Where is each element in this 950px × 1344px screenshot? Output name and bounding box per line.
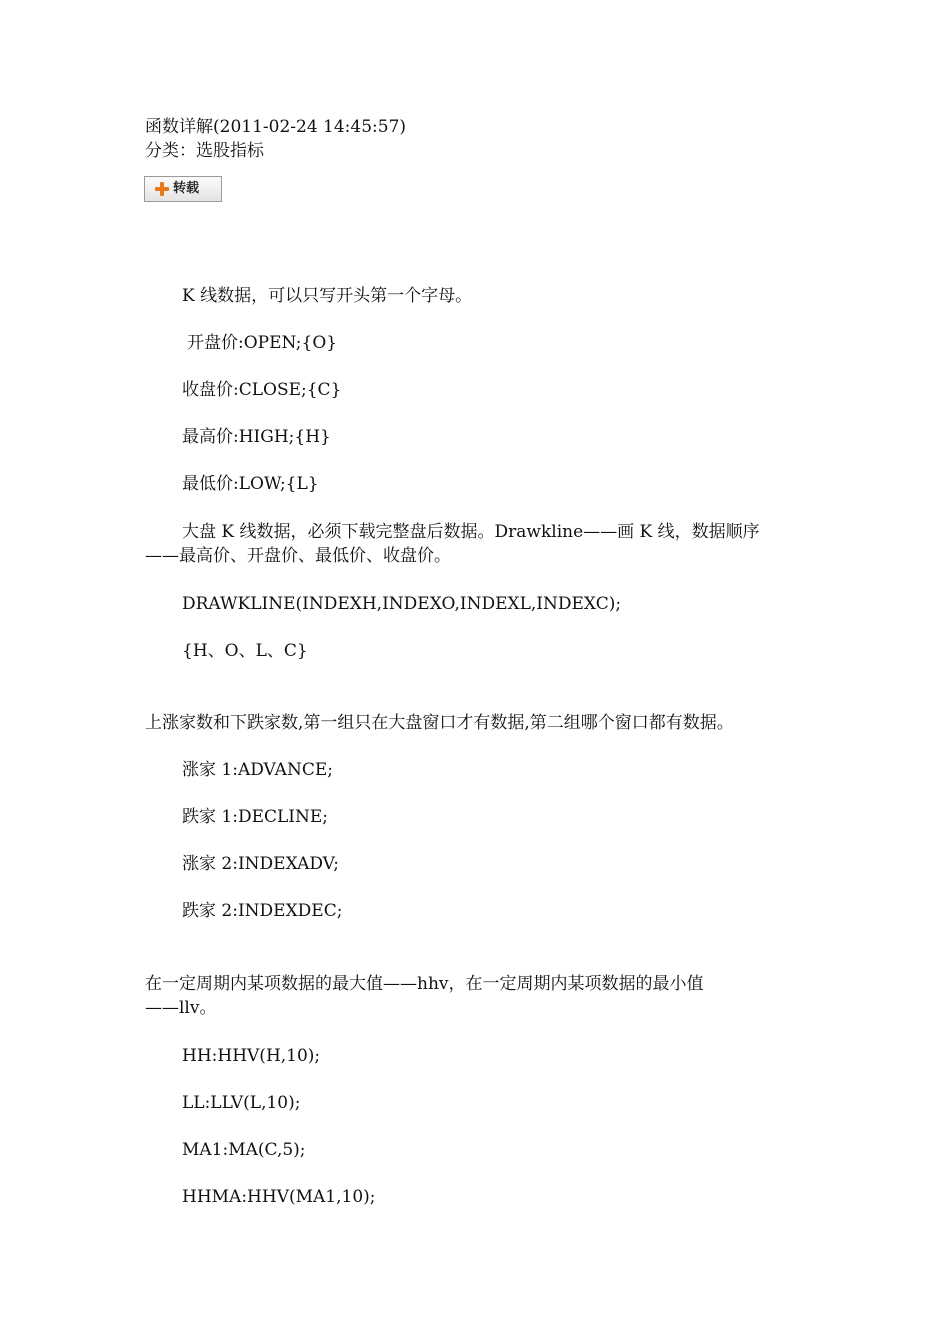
kline-intro: K 线数据，可以只写开头第一个字母。 bbox=[182, 286, 473, 306]
index-kline-text-line2: ——最高价、开盘价、最低价、收盘价。 bbox=[145, 546, 451, 566]
decline2-line: 跌家 2:INDEXDEC; bbox=[182, 901, 343, 921]
advance2-line: 涨家 2:INDEXADV; bbox=[182, 854, 339, 874]
drawkline-code: DRAWKLINE(INDEXH,INDEXO,INDEXL,INDEXC); bbox=[182, 594, 622, 614]
decline1-line: 跌家 1:DECLINE; bbox=[182, 807, 329, 827]
hol-c-order: {H、O、L、C} bbox=[182, 641, 308, 661]
hh-code: HH:HHV(H,10); bbox=[182, 1046, 321, 1066]
advance-decline-intro: 上涨家数和下跌家数,第一组只在大盘窗口才有数据,第二组哪个窗口都有数据。 bbox=[145, 713, 734, 733]
ll-code: LL:LLV(L,10); bbox=[182, 1093, 301, 1113]
advance1-line: 涨家 1:ADVANCE; bbox=[182, 760, 333, 780]
post-title: 函数详解(2011-02-24 14:45:57) bbox=[145, 117, 407, 137]
close-price-line: 收盘价:CLOSE;{C} bbox=[182, 380, 342, 400]
low-price-line: 最低价:LOW;{L} bbox=[182, 474, 319, 494]
open-price-line: 开盘价:OPEN;{O} bbox=[187, 333, 338, 353]
index-kline-text-line1: 大盘 K 线数据，必须下载完整盘后数据。Drawkline——画 K 线，数据顺序 bbox=[182, 522, 760, 542]
repost-label: 转载 bbox=[173, 181, 200, 196]
hhma-code: HHMA:HHV(MA1,10); bbox=[182, 1187, 376, 1207]
hhv-intro-line2: ——llv。 bbox=[145, 998, 217, 1018]
high-price-line: 最高价:HIGH;{H} bbox=[182, 427, 331, 447]
post-category[interactable]: 分类：选股指标 bbox=[145, 141, 264, 161]
repost-button[interactable] bbox=[144, 176, 222, 202]
hhv-intro-line1: 在一定周期内某项数据的最大值——hhv，在一定周期内某项数据的最小值 bbox=[145, 974, 704, 994]
plus-icon bbox=[155, 182, 169, 196]
ma1-code: MA1:MA(C,5); bbox=[182, 1140, 306, 1160]
